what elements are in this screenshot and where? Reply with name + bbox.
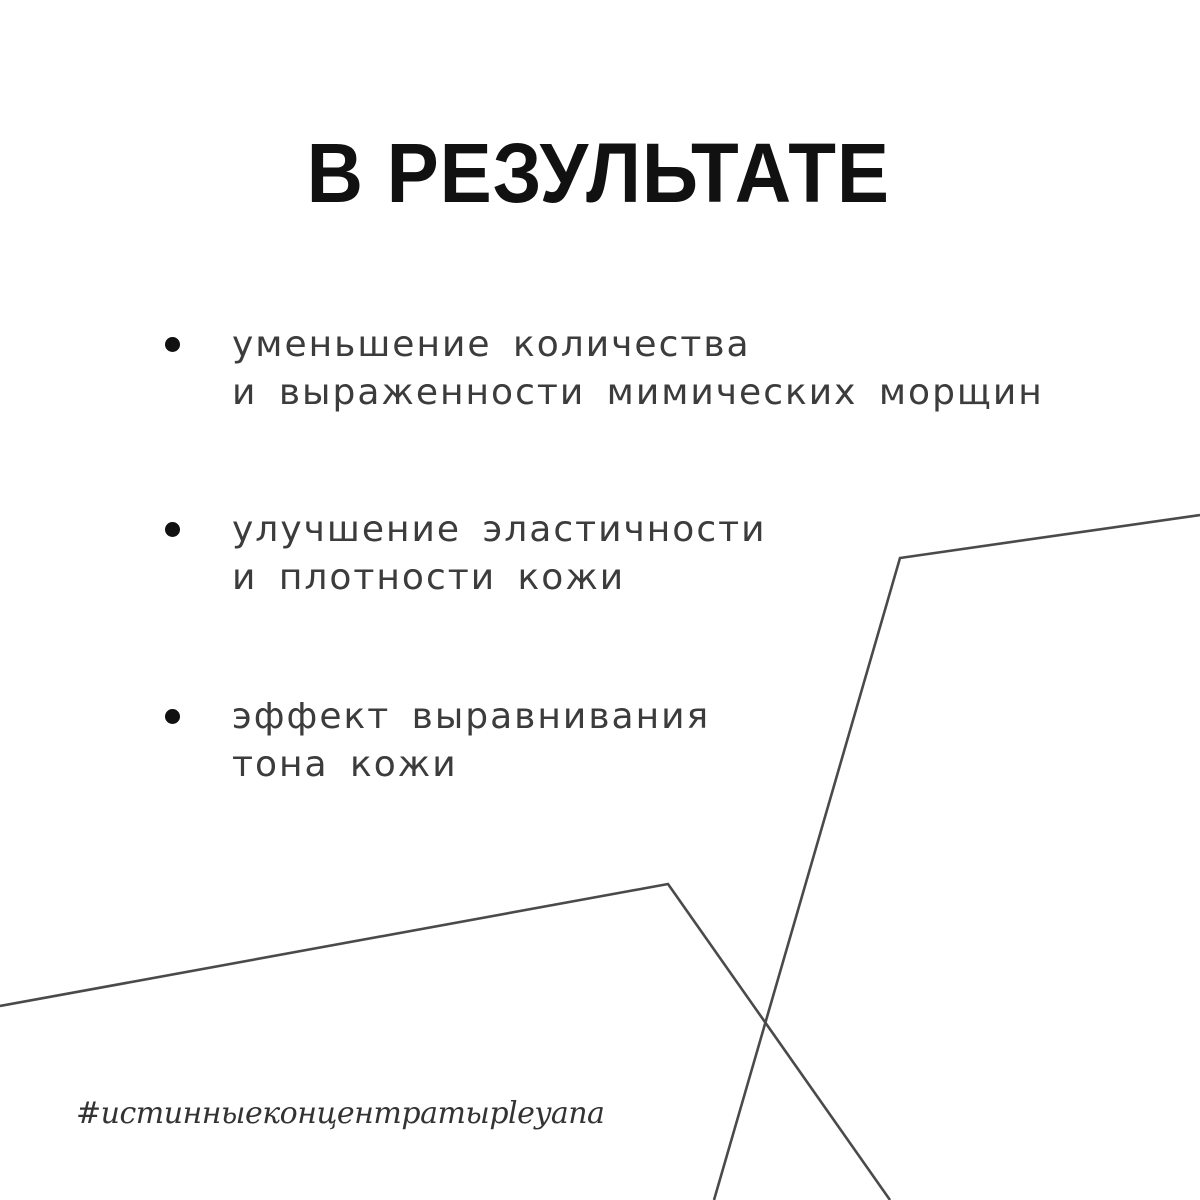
list-item-text — [232, 693, 710, 789]
decorative-line-right — [714, 515, 1200, 1200]
list-item-line: и плотности кожи — [232, 557, 626, 598]
list-item-text — [232, 321, 1044, 417]
list-item-line: тона кожи — [232, 744, 458, 785]
list-item-line: уменьшение количества — [232, 324, 751, 365]
list-item-line: и выраженности мимических морщин — [232, 372, 1044, 413]
hashtag-signature: #истинныеконцентратыpleyana — [76, 1096, 605, 1131]
list-item-text — [232, 506, 766, 602]
list-item-line: улучшение эластичности — [232, 509, 767, 550]
bullet-dot-icon — [165, 522, 180, 537]
decorative-line-bottom — [0, 884, 890, 1200]
list-item-line: эффект выравнивания — [232, 696, 711, 737]
bullet-dot-icon — [165, 709, 180, 724]
page-title: В РЕЗУЛЬТАТЕ — [306, 126, 890, 220]
bullet-dot-icon — [165, 337, 180, 352]
